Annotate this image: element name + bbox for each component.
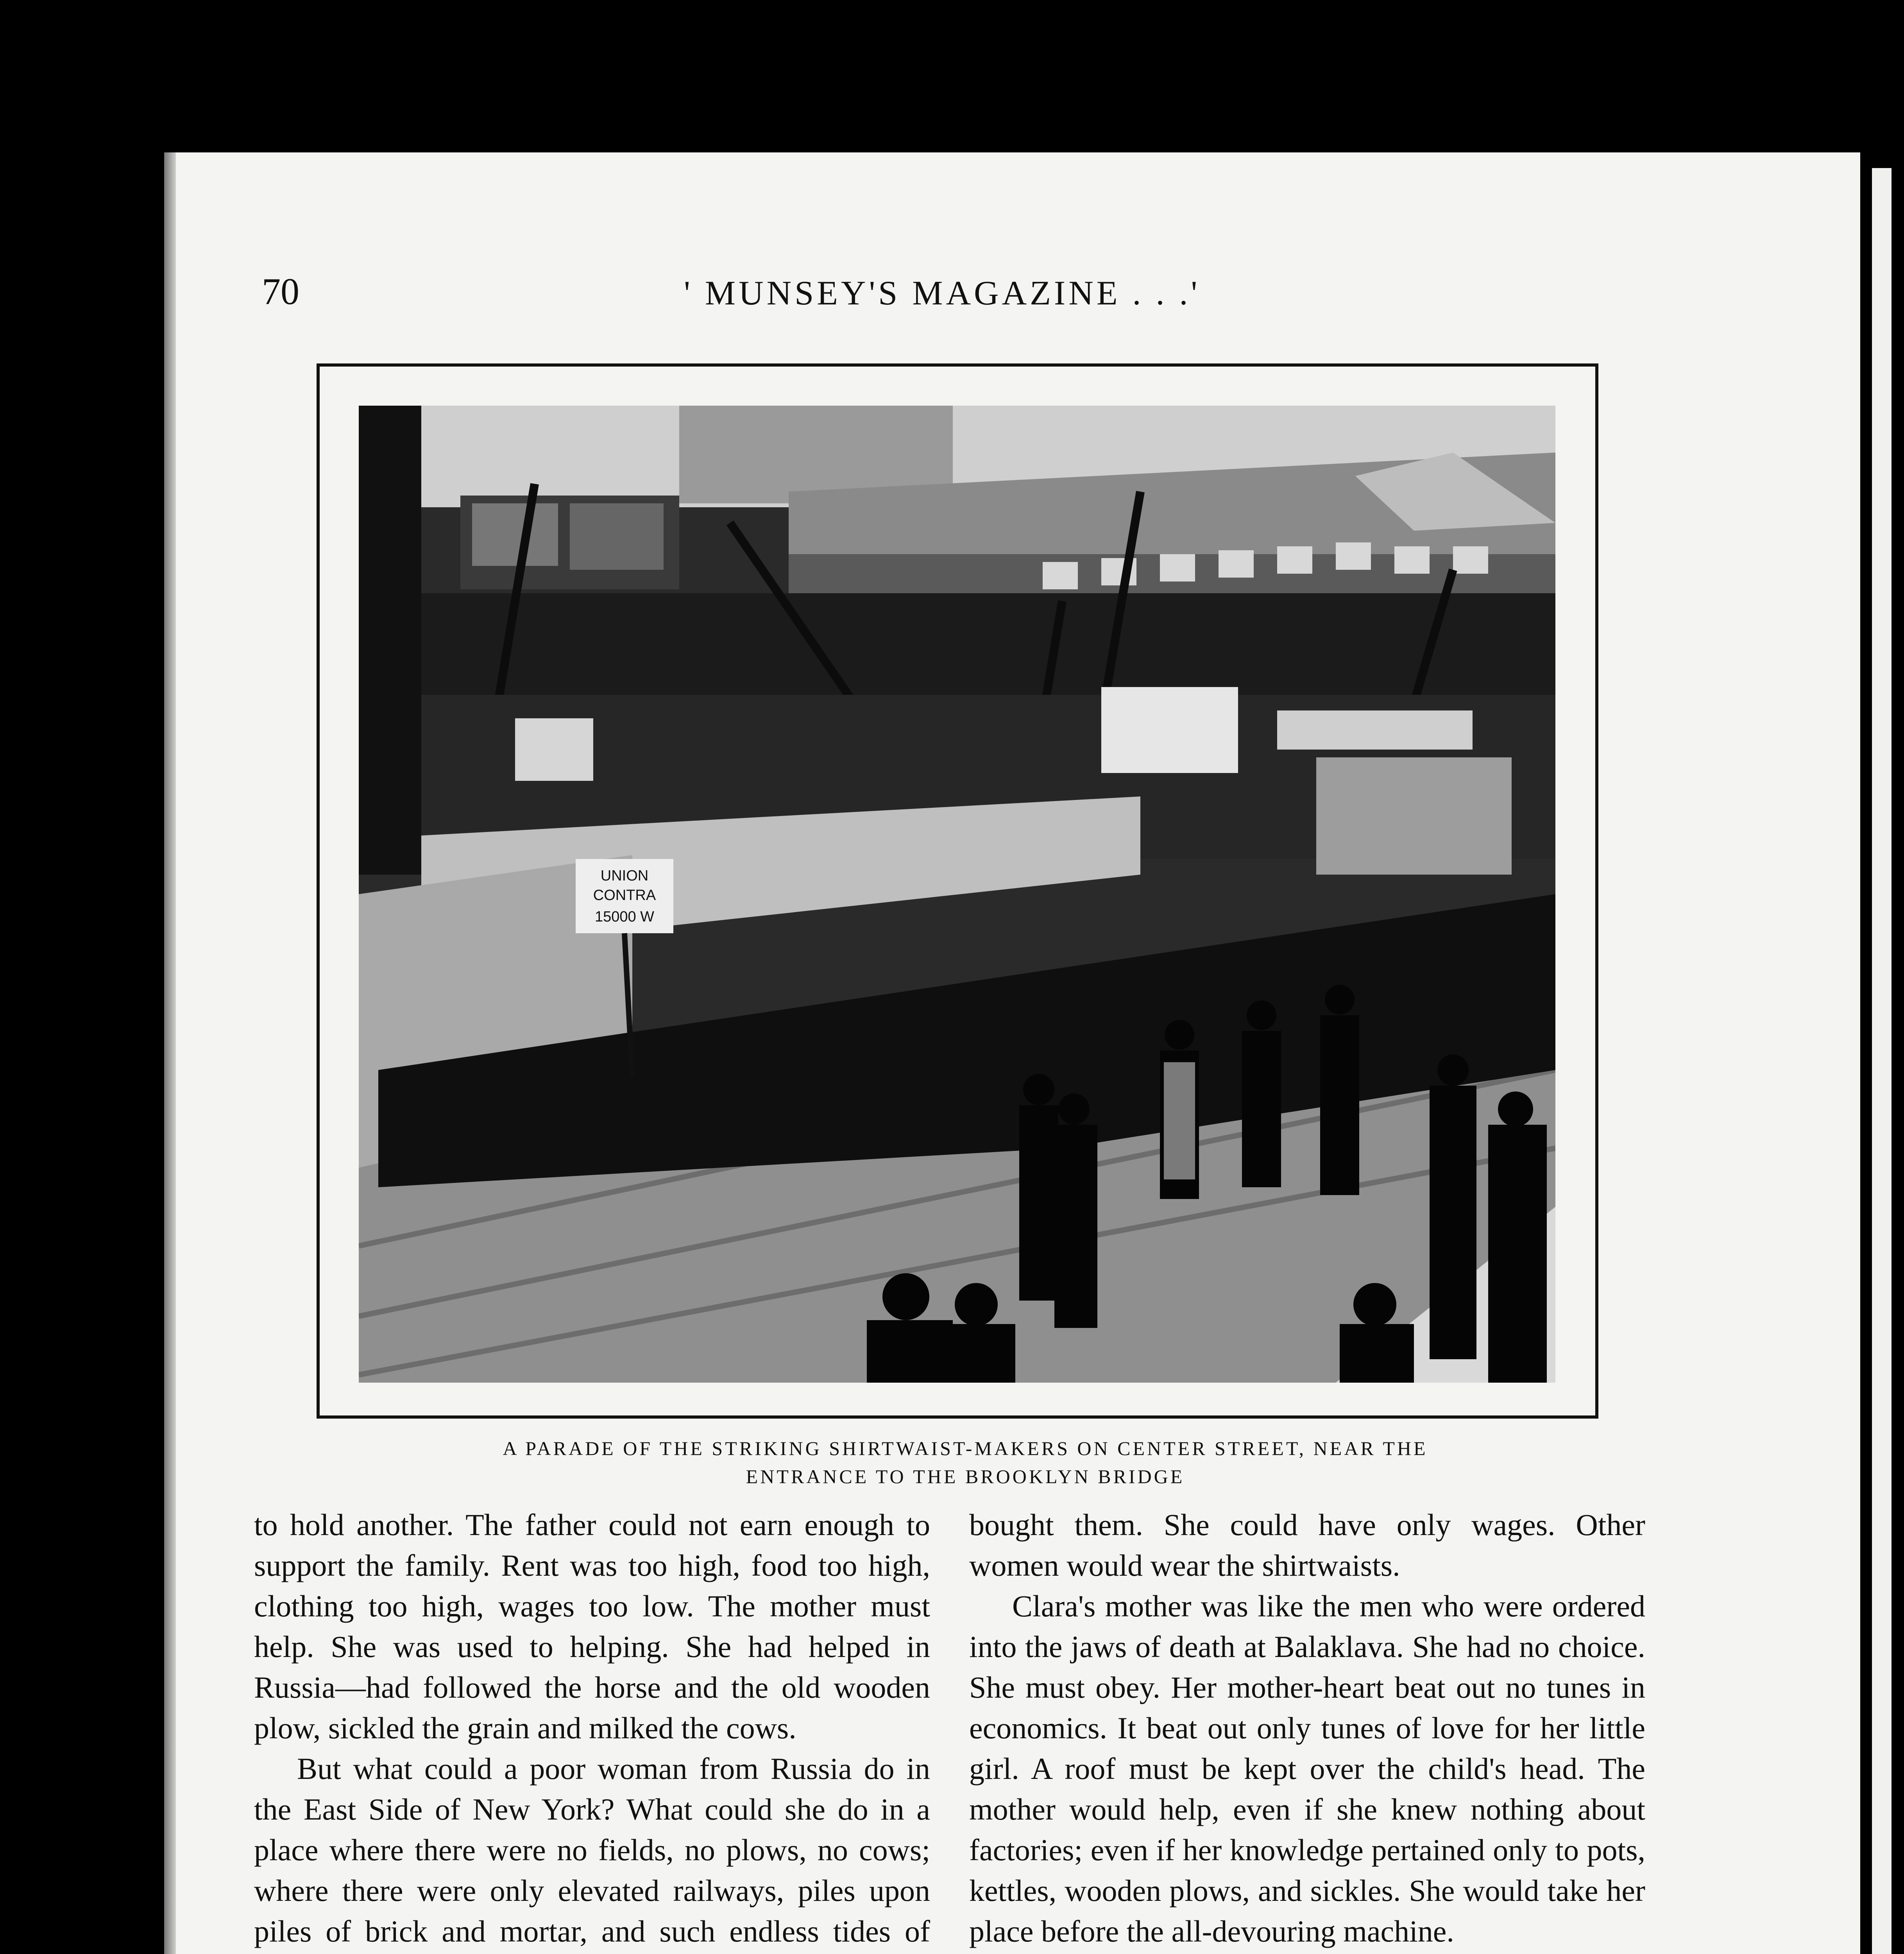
magazine-page	[164, 152, 1860, 1954]
parade-photograph	[359, 406, 1555, 1383]
right-column	[969, 1505, 1645, 1954]
next-page-edge	[1872, 168, 1891, 1954]
photo-frame	[317, 363, 1598, 1419]
paragraph: bought them. She could have only wages. Other women would wear the shirtwaists.	[969, 1508, 1645, 1582]
paragraph: But what could a poor woman from Russia do in the East Side of New York? What could she do in a place where there were no fields, no plows, no cows; where there were only elevated railways, piles upon piles of brick and mortar, and such endless tides of	[254, 1752, 930, 1948]
caption-line-2: ENTRANCE TO THE BROOKLYN BRIDGE	[746, 1466, 1185, 1487]
svg-text:15000 W: 15000 W	[594, 909, 655, 925]
caption-line-1: A PARADE OF THE STRIKING SHIRTWAIST-MAKERS ON CENTER STREET, NEAR THE	[503, 1437, 1428, 1459]
paragraph: Clara's mother was like the men who were ordered into the jaws of death at Balaklava. She had no choice. She must obey. Her mother-heart beat out no tunes in economics. It beat out only tunes of love for her little girl. A roof must be kept over the child's head. The mother would help, even if she knew nothing about factories; even if her knowledge pertained only to pots, kettles, wooden plows, and sickles. She would take her place before the all-devouring machine.	[969, 1589, 1645, 1948]
paragraph: to hold another. The father could not earn enough to support the family. Rent was too high, food too high, clothing too high, wages too low. The mother must help. She was used to helping. She had helped in Russia—had followed the horse and the old wooden plow, sickled the grain and milked the cows.	[254, 1508, 930, 1745]
svg-text:UNION: UNION	[600, 868, 649, 884]
running-head: ' MUNSEY'S MAGAZINE . . .'	[684, 274, 1201, 312]
page-number: 70	[262, 270, 299, 312]
svg-text:CONTRA: CONTRA	[593, 887, 656, 904]
figure-caption	[281, 1434, 1649, 1491]
page-left-edge-shadow	[164, 152, 176, 1954]
left-column	[254, 1505, 930, 1954]
parade-scene-illustration	[359, 406, 1555, 1383]
